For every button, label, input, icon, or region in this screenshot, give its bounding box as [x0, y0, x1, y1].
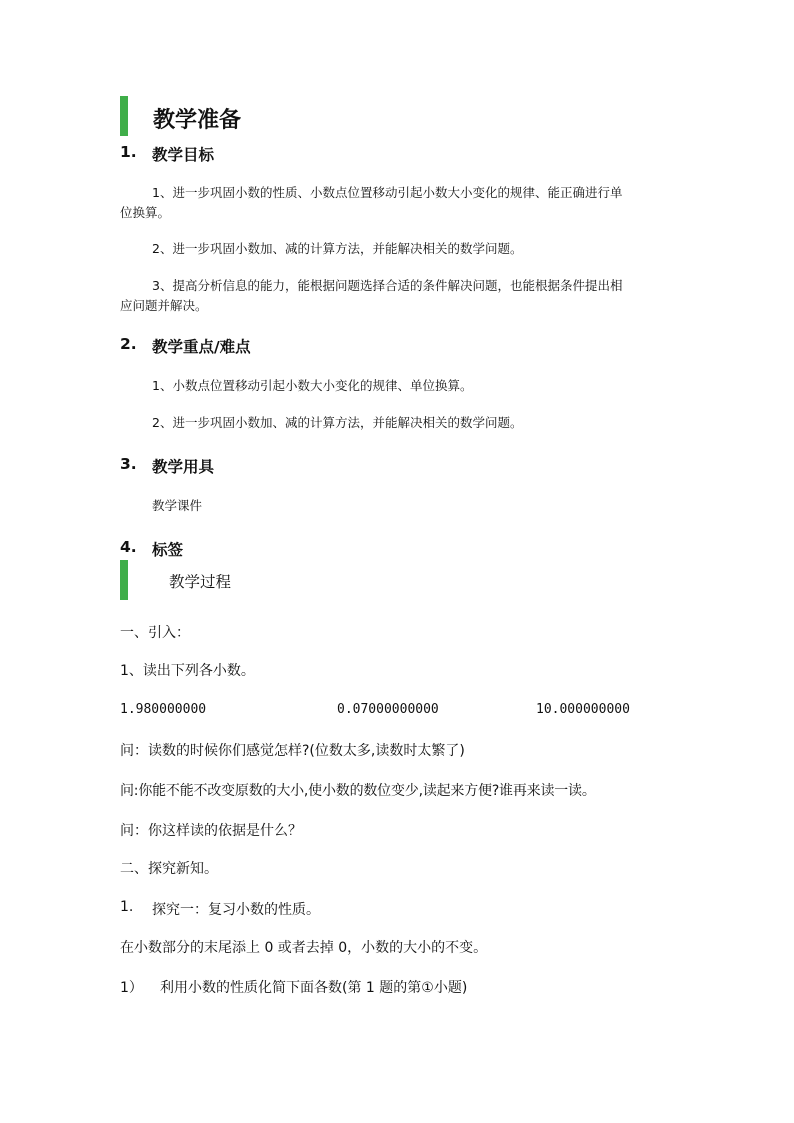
decimal-number-3: 10.000000000 [536, 702, 630, 717]
goal-3-line-2: 应问题并解决。 [120, 298, 208, 313]
key-point-2: 2、进一步巩固小数加、减的计算方法，并能解决相关的数学问题。 [152, 415, 523, 430]
goal-3-line-1: 3、提高分析信息的能力，能根据问题选择合适的条件解决问题，也能根据条件提出相 [152, 278, 623, 293]
sub-item-number: 1） [120, 980, 143, 996]
page-title: 教学准备 [153, 108, 242, 133]
section-title-goals: 教学目标 [152, 146, 215, 164]
goal-2: 2、进一步巩固小数加、减的计算方法，并能解决相关的数学问题。 [152, 241, 523, 256]
goal-1-line-2: 位换算。 [120, 205, 171, 220]
sub-item-text: 利用小数的性质化简下面各数(第 1 题的第①小题) [160, 980, 468, 996]
question-3: 问：你这样读的依据是什么？ [120, 823, 302, 839]
explore-heading: 二、探究新知。 [120, 861, 218, 877]
section-title-key-points: 教学重点/难点 [152, 338, 251, 356]
explore-1-number: 1. [120, 899, 134, 915]
process-title: 教学过程 [169, 573, 232, 591]
section-number-4: 4. [120, 538, 137, 556]
section-number-2: 2. [120, 335, 137, 353]
section-accent-bar [120, 96, 128, 136]
decimal-property: 在小数部分的末尾添上 0 或者去掉 0，小数的大小的不变。 [120, 940, 488, 956]
section-number-1: 1. [120, 143, 137, 161]
intro-heading: 一、引入： [120, 625, 190, 641]
explore-1-text: 探究一：复习小数的性质。 [152, 902, 320, 918]
key-point-1: 1、小数点位置移动引起小数大小变化的规律、单位换算。 [152, 378, 473, 393]
section-title-tools: 教学用具 [152, 458, 215, 476]
question-2: 问:你能不能不改变原数的大小,使小数的数位变少,读起来方便?谁再来读一读。 [120, 783, 596, 799]
question-1: 问：读数的时候你们感觉怎样?(位数太多,读数时太繁了) [120, 743, 465, 759]
tools-text: 教学课件 [152, 498, 203, 513]
section-number-3: 3. [120, 455, 137, 473]
process-accent-bar [120, 560, 128, 600]
goal-1-line-1: 1、进一步巩固小数的性质、小数点位置移动引起小数大小变化的规律、能正确进行单 [152, 185, 623, 200]
read-prompt: 1、读出下列各小数。 [120, 663, 255, 679]
decimal-number-1: 1.980000000 [120, 702, 207, 717]
decimal-number-2: 0.07000000000 [337, 702, 439, 717]
section-title-tags: 标签 [152, 541, 184, 559]
